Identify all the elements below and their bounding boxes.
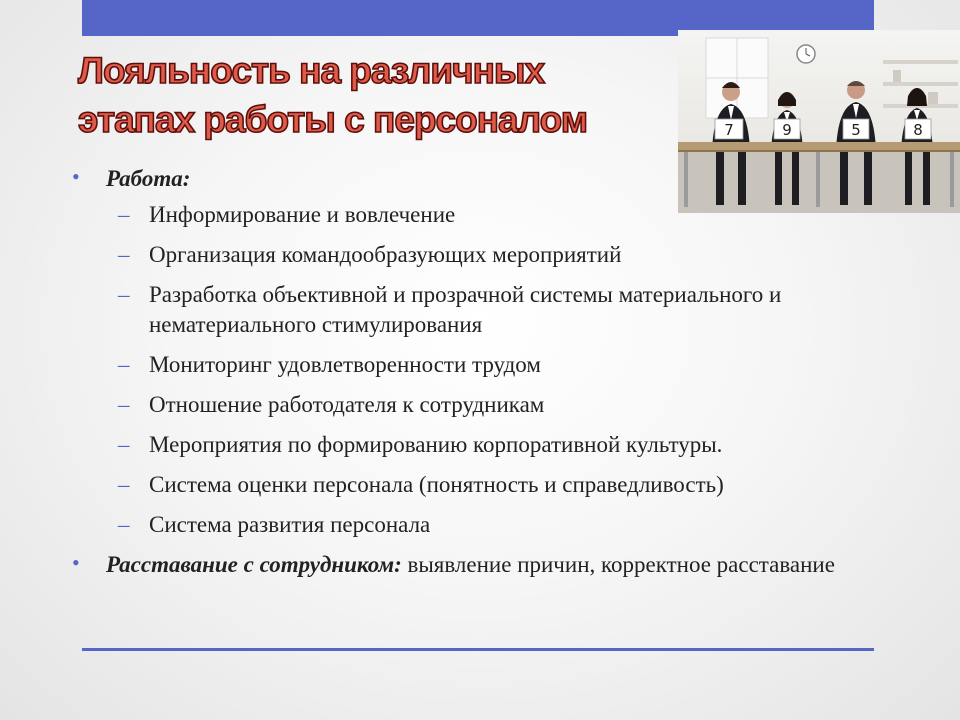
sub-item-text: Система развития персонала	[149, 512, 431, 537]
sub-item	[72, 470, 912, 500]
slide-title-line-1: Лояльность на различных	[78, 50, 545, 91]
work-sublist	[72, 200, 912, 540]
dash-icon: –	[118, 352, 130, 377]
dash-icon: –	[118, 512, 130, 537]
score-card-3: 5	[851, 121, 861, 139]
sub-item-text: Информирование и вовлечение	[149, 202, 456, 227]
bullet-parting-text: выявление причин, корректное расставание	[401, 552, 835, 577]
slide-title-line-2: этапах работы с персоналом	[78, 99, 588, 140]
sub-item-text: Мониторинг удовлетворенности трудом	[149, 352, 541, 377]
slide-body	[72, 164, 912, 586]
sub-item	[72, 510, 912, 540]
sub-item	[72, 430, 912, 460]
dash-icon: –	[118, 472, 130, 497]
sub-item	[72, 200, 912, 230]
sub-item-text: Система оценки персонала (понятность и справедливость)	[149, 472, 724, 497]
bottom-accent-line	[82, 648, 874, 651]
dash-icon: –	[118, 242, 130, 267]
sub-item	[72, 240, 912, 270]
bullet-work	[72, 164, 912, 194]
bullet-icon: •	[72, 550, 80, 575]
sub-item	[72, 390, 912, 420]
sub-item-text: Организация командообразующих мероприятий	[149, 242, 622, 267]
bullet-parting-label: Расставание с сотрудником:	[106, 552, 402, 577]
score-card-4: 8	[913, 121, 923, 139]
dash-icon: –	[118, 202, 130, 227]
dash-icon: –	[118, 282, 130, 307]
sub-item-text: Отношение работодателя к сотрудникам	[149, 392, 545, 417]
dash-icon: –	[118, 432, 130, 457]
sub-item	[72, 350, 912, 380]
bullet-work-label: Работа:	[106, 166, 191, 191]
sub-item-text: Мероприятия по формированию корпоративной культуры.	[149, 432, 723, 457]
score-card-1: 7	[724, 121, 734, 139]
sub-item-text: Разработка объективной и прозрачной системы материального и нематериального стимулирования	[149, 282, 782, 337]
slide-title	[78, 46, 678, 144]
score-card-2: 9	[782, 121, 792, 139]
bullet-parting	[72, 550, 912, 580]
sub-item	[72, 280, 912, 340]
bullet-icon: •	[72, 164, 80, 189]
dash-icon: –	[118, 392, 130, 417]
